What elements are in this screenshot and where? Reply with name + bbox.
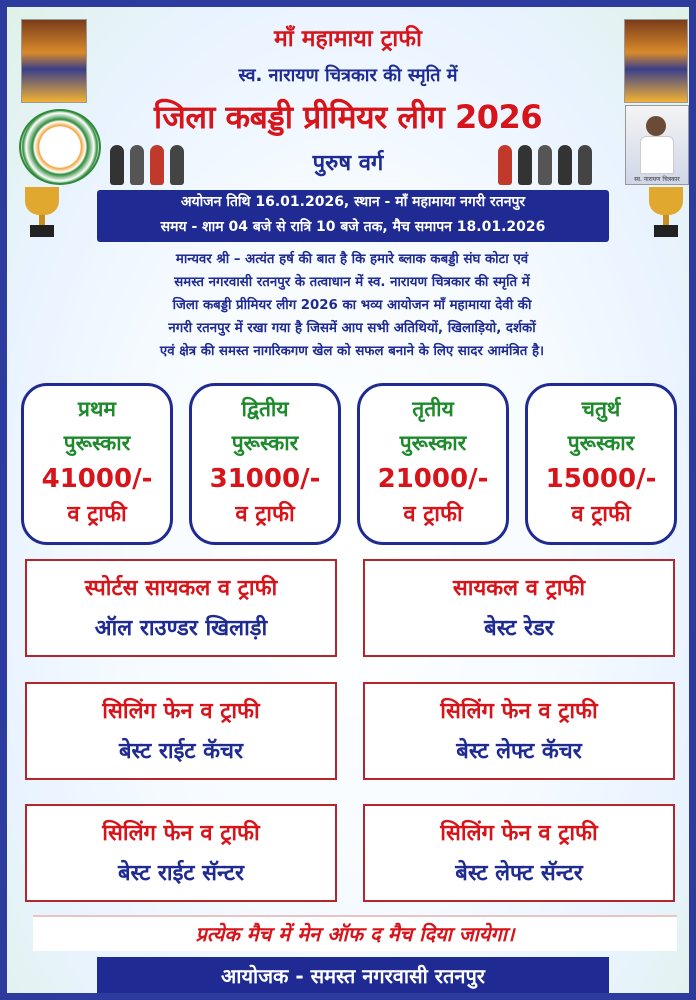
invitation-text bbox=[27, 248, 677, 363]
prize-label: पुरूस्कार bbox=[399, 431, 467, 455]
prize-amount: 41000/- bbox=[41, 464, 153, 494]
award-title: बेस्ट रेडर bbox=[484, 616, 554, 641]
info-date-venue: अयोजन तिथि 16.01.2026, स्थान - माँ महामाया नगरी रतनपुर bbox=[180, 194, 526, 210]
invitation-line: जिला कबड्डी प्रीमियर लीग 2026 का भव्य आयोजन माँ महामाया देवी की bbox=[172, 298, 532, 313]
category-title: पुरुष वर्ग bbox=[312, 151, 384, 176]
info-band bbox=[97, 190, 609, 242]
award-prize: सिलिंग फेन व ट्राफी bbox=[102, 821, 260, 846]
prize-trophy: व ट्राफी bbox=[235, 502, 295, 527]
portrait-caption: स्व. नारायण चित्रकार bbox=[634, 176, 680, 183]
prize-trophy: व ट्राफी bbox=[67, 502, 127, 527]
memorial-line: स्व. नारायण चित्रकार की स्मृति में bbox=[238, 65, 458, 86]
prize-card-fourth bbox=[525, 383, 677, 545]
prize-trophy: व ट्राफी bbox=[571, 502, 631, 527]
award-best-raider bbox=[363, 559, 675, 657]
organizer-band: आयोजक - समस्त नगरवासी रतनपुर bbox=[97, 957, 609, 995]
invitation-line: समस्त नगरवासी रतनपुर के तत्वाधान में स्व. नारायण चित्रकार की स्मृति में bbox=[174, 275, 530, 290]
trophy-title: माँ महामाया ट्राफी bbox=[274, 26, 422, 52]
award-title: बेस्ट लेफ्ट सॅन्टर bbox=[455, 861, 583, 886]
trophy-icon-left bbox=[25, 187, 59, 243]
prize-trophy: व ट्राफी bbox=[403, 502, 463, 527]
invitation-line: नगरी रतनपुर में रखा गया है जिसमें आप सभी अतिथियों, खिलाड़ियो, दर्शकों bbox=[168, 321, 536, 336]
prize-label: पुरूस्कार bbox=[231, 431, 299, 455]
man-of-match-note: प्रत्येक मैच में मेन ऑफ द मैच दिया जायेगा। bbox=[33, 915, 677, 951]
invitation-line: एवं क्षेत्र की समस्त नागरिकगण खेल को सफल बनाने के लिए सादर आमंत्रित है। bbox=[159, 344, 545, 359]
award-prize: सिलिंग फेन व ट्राफी bbox=[440, 821, 598, 846]
prize-card-second bbox=[189, 383, 341, 545]
trophy-icon-right bbox=[649, 187, 683, 243]
award-title: ऑल राउण्डर खिलाड़ी bbox=[94, 616, 268, 641]
prize-amount: 15000/- bbox=[545, 464, 657, 494]
award-left-catcher bbox=[363, 682, 675, 780]
award-prize: सायकल व ट्राफी bbox=[452, 576, 586, 601]
prize-label: पुरूस्कार bbox=[63, 431, 131, 455]
award-title: बेस्ट लेफ्ट कॅचर bbox=[456, 739, 582, 764]
award-prize: सिलिंग फेन व ट्राफी bbox=[440, 699, 598, 724]
info-time: समय - शाम 04 बजे से रात्रि 10 बजे तक, मैच समापन 18.01.2026 bbox=[160, 219, 546, 235]
prize-card-first bbox=[21, 383, 173, 545]
award-all-rounder bbox=[25, 559, 337, 657]
award-prize: सिलिंग फेन व ट्राफी bbox=[102, 699, 260, 724]
award-left-center bbox=[363, 804, 675, 902]
prize-amount: 21000/- bbox=[377, 464, 489, 494]
prize-rank: तृतीय bbox=[412, 397, 454, 421]
prize-rank: चतुर्थ bbox=[581, 397, 621, 421]
award-right-catcher bbox=[25, 682, 337, 780]
award-prize: स्पोर्टस सायकल व ट्राफी bbox=[84, 576, 278, 601]
award-title: बेस्ट राईट सॅन्टर bbox=[118, 861, 244, 886]
award-right-center bbox=[25, 804, 337, 902]
award-title: बेस्ट राईट कॅचर bbox=[119, 739, 243, 764]
invitation-line: मान्यवर श्री – अत्यंत हर्ष की बात है कि हमारे ब्लाक कबड्डी संघ कोटा एवं bbox=[175, 252, 529, 267]
prize-rank: द्वितीय bbox=[241, 397, 289, 421]
prize-amount: 31000/- bbox=[209, 464, 321, 494]
prize-card-third bbox=[357, 383, 509, 545]
league-title: जिला कबड्डी प्रीमियर लीग 2026 bbox=[153, 98, 543, 136]
prize-label: पुरूस्कार bbox=[567, 431, 635, 455]
prize-rank: प्रथम bbox=[78, 397, 116, 421]
